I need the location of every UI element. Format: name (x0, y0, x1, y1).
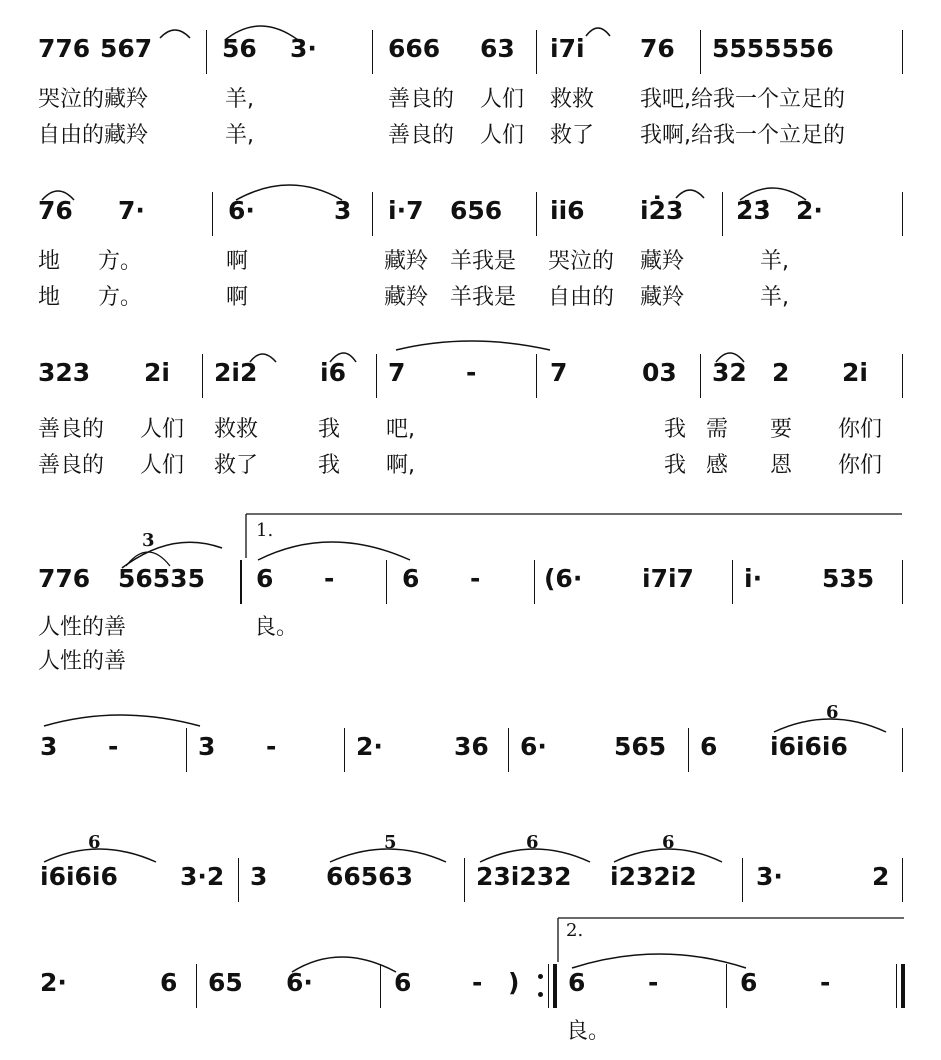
note-group: 656 (450, 196, 503, 225)
note-group: 2̇3̇ (736, 196, 771, 225)
lyric: 恩 (770, 453, 793, 478)
note-group: - (466, 358, 477, 387)
lyric: 你们 (838, 417, 883, 442)
lyrics-verse-1 (0, 244, 941, 272)
note-group: 6 (700, 732, 718, 761)
note-group: - (266, 732, 277, 761)
note-group: 6 (256, 564, 274, 593)
lyric: 救救 (550, 87, 595, 112)
lyrics-verse-2 (0, 448, 941, 476)
note-group: 3 (334, 196, 352, 225)
note-group: 2· (40, 968, 67, 997)
note-group: (6· (544, 564, 583, 593)
note-group: 6 (394, 968, 412, 997)
lyric: 我啊,给我一个立足的 (640, 123, 845, 148)
note-group: i·7 (388, 196, 424, 225)
lyric: 救了 (214, 453, 259, 478)
tuplet-label: 6 (526, 832, 539, 853)
lyric: 羊, (225, 123, 254, 148)
lyric: 我吧,给我一个立足的 (640, 87, 845, 112)
note-group: 567 (100, 34, 153, 63)
note-group: 36 (454, 732, 489, 761)
note-group: - (470, 564, 481, 593)
note-group: - (648, 968, 659, 997)
lyric: 藏羚 (640, 285, 685, 310)
lyric: 我 (664, 453, 687, 478)
lyric: 良。 (254, 615, 299, 640)
lyric: 善良的 (388, 87, 455, 112)
note-group: 2· (796, 196, 823, 225)
note-group: 535 (822, 564, 875, 593)
staff-system-2 (0, 192, 941, 312)
note-group: - (820, 968, 831, 997)
lyrics-verse-2 (0, 644, 941, 672)
lyric: 藏羚 (640, 249, 685, 274)
lyric: 羊我是 (450, 249, 517, 274)
note-group: i6 (320, 358, 346, 387)
lyric: 藏羚 (384, 249, 429, 274)
lyric: 需 (706, 417, 729, 442)
lyrics-verse-2 (0, 280, 941, 308)
lyric: 自由的藏羚 (38, 123, 149, 148)
lyric: 人性的善 (38, 615, 127, 640)
lyrics-verse-2 (0, 118, 941, 146)
note-group: 6 (160, 968, 178, 997)
lyric: 羊, (760, 285, 789, 310)
note-group: 3 (250, 862, 268, 891)
slur-marks (0, 858, 941, 908)
note-group: 7 (388, 358, 406, 387)
lyrics-verse-1 (0, 1014, 941, 1042)
note-group: 323 (38, 358, 91, 387)
note-group: 6· (520, 732, 547, 761)
lyric: 羊我是 (450, 285, 517, 310)
lyric: 我 (318, 417, 341, 442)
tuplet-label: 6 (662, 832, 675, 853)
lyric: 羊, (760, 249, 789, 274)
lyric: 自由的 (548, 285, 615, 310)
note-group: 7 (550, 358, 568, 387)
note-group: 3 (198, 732, 216, 761)
lyric: 方。 (98, 285, 143, 310)
lyric: 人们 (140, 453, 185, 478)
note-group: i6i6i6 (40, 862, 118, 891)
note-group: 7· (118, 196, 145, 225)
note-group: 5555556 (712, 34, 834, 63)
note-group: 03 (642, 358, 677, 387)
lyric: 啊 (226, 249, 249, 274)
tuplet-label: 6 (88, 832, 101, 853)
staff-system-5 (0, 702, 941, 778)
note-group: 6 (568, 968, 586, 997)
lyric: 藏羚 (384, 285, 429, 310)
note-group: 2i (842, 358, 868, 387)
lyric: 善良的 (38, 453, 105, 478)
lyrics-verse-1 (0, 610, 941, 638)
lyric: 哭泣的 (548, 249, 615, 274)
note-group: i6i6i6 (770, 732, 848, 761)
staff-system-3 (0, 354, 941, 478)
note-group: 56 (222, 34, 257, 63)
note-group: 2i (144, 358, 170, 387)
lyric: 感 (706, 453, 729, 478)
note-group: ) (508, 968, 520, 997)
note-group: 2· (356, 732, 383, 761)
note-group: i2̇3 (640, 196, 684, 225)
note-group: 565 (614, 732, 667, 761)
note-group: 56535 (118, 564, 205, 593)
lyric: 你们 (838, 453, 883, 478)
note-group: 63 (480, 34, 515, 63)
lyric: 啊 (226, 285, 249, 310)
tuplet-label: 6 (826, 702, 839, 723)
lyric: 方。 (98, 249, 143, 274)
note-group: i· (744, 564, 763, 593)
note-group: 2i2 (214, 358, 258, 387)
note-group: 3· (290, 34, 317, 63)
lyric: 良。 (566, 1019, 611, 1044)
note-group: 2 (772, 358, 790, 387)
lyric: 我 (318, 453, 341, 478)
staff-system-4 (0, 520, 941, 674)
slur-marks (0, 728, 941, 778)
note-group: - (324, 564, 335, 593)
lyric: 人性的善 (38, 649, 127, 674)
lyric: 善良的 (38, 417, 105, 442)
note-group: - (108, 732, 119, 761)
volta-label: 2. (566, 920, 584, 941)
note-group: 66563 (326, 862, 413, 891)
note-group: 23i232 (476, 862, 572, 891)
tuplet-label: 5 (384, 832, 397, 853)
note-group: 6 (402, 564, 420, 593)
note-group: 76 (640, 34, 675, 63)
note-group: 776 (38, 564, 91, 593)
lyric: 羊, (225, 87, 254, 112)
lyric: 救救 (214, 417, 259, 442)
note-group: 65 (208, 968, 243, 997)
note-group: 6 (740, 968, 758, 997)
triplet-label: 3 (142, 530, 155, 551)
lyric: 人们 (140, 417, 185, 442)
note-group: 2 (872, 862, 890, 891)
volta-label: 1. (256, 520, 274, 541)
staff-system-1 (0, 30, 941, 150)
lyric: 要 (770, 417, 793, 442)
note-group: i7i (550, 34, 585, 63)
lyric: 哭泣的藏羚 (38, 87, 149, 112)
note-group: ii6 (550, 196, 585, 225)
note-group: 666 (388, 34, 441, 63)
note-group: 76 (38, 196, 73, 225)
note-group: i7i7 (642, 564, 694, 593)
note-group: 3· (756, 862, 783, 891)
lyric: 善良的 (388, 123, 455, 148)
lyric: 地 (38, 249, 61, 274)
lyric: 啊, (386, 453, 415, 478)
note-group: 776 (38, 34, 91, 63)
lyrics-verse-1 (0, 412, 941, 440)
lyric: 我 (664, 417, 687, 442)
note-group: 6· (286, 968, 313, 997)
lyrics-verse-1 (0, 82, 941, 110)
lyric: 人们 (480, 87, 525, 112)
note-group: 6· (228, 196, 255, 225)
lyric: 人们 (480, 123, 525, 148)
note-group: 3·2 (180, 862, 225, 891)
staff-system-7 (0, 920, 941, 1044)
note-group: i232i2 (610, 862, 697, 891)
note-group: - (472, 968, 483, 997)
note-group: 3 (40, 732, 58, 761)
lyric: 地 (38, 285, 61, 310)
lyric: 救了 (550, 123, 595, 148)
staff-system-6 (0, 832, 941, 908)
note-group: 32 (712, 358, 747, 387)
lyric: 吧, (386, 417, 415, 442)
